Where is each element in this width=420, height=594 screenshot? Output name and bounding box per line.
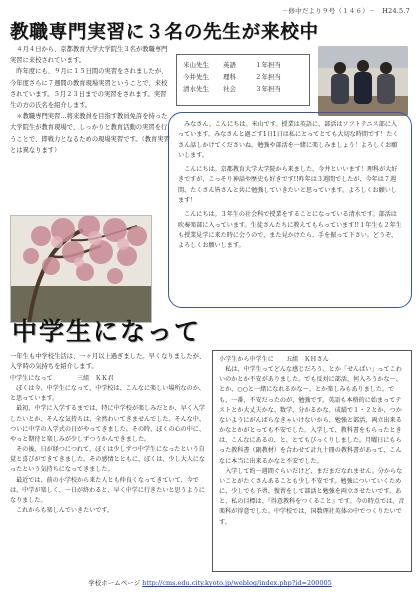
trainee-message: こんにちは。京都教育大学大学院から来ました、今井といいます！理科が大好きですが、こっそり神話や歴史も好きです!!昨年は３週間でしたが、今年は７週間、たくさん皆さんと共に勉強していきたいと思っています。よろしくお願いします！ bbox=[178, 166, 398, 205]
cherry-blossom-photo bbox=[10, 215, 152, 323]
article2-title: 中学生になって bbox=[12, 317, 202, 346]
footer bbox=[0, 578, 420, 587]
trainee-name: 清水先生 bbox=[183, 85, 209, 93]
essay-paragraph: 入学して約一週間ぐらいだけど、まだまだなれません。分からないことがたくさんあることも少し不安です。勉強についていくために、少しでも予習、復習をして部活と勉強を両立させたいです。あと、私の目標は、『得意教科をつくること』です。今の時点では、音楽科が得意でした。中学校では、国数理社英体の中でつくりたいです。 bbox=[219, 467, 405, 526]
essay-paragraph: 私は、中学生ってどんな感じだろう、とか「せんぱい」ってこわいのかとか不安がありました。でも反対に部活、何入ろうかな～、とか、○○と一緒になれるかな～、とか楽しみもありました。でも、一番、不安だったのが、勉強です。英語も本格的に始まってテストとか大丈夫かな、数学、分かるかな、成績で１・２とか、つかないようにがんばらなきゃいけないから、勉強と部活、両立出来るかなとかがとっても不安でした。入学して、教科書をもらったときは、こんなにあるの、と、とてもびっくりしました。月曜日にもらった教科書（副教材）を合わせて計九十冊の教科書があって、こんなに本当に出来るかなと不安でした。 bbox=[219, 366, 402, 465]
essay-paragraph: ぼくは今、中学生になって、中学校は、こんなに楽しい場所なのか、と思っています。 bbox=[10, 385, 205, 403]
newsletter-header: －修中だより９号（１４６）－ H24.5.7 bbox=[281, 7, 410, 15]
cherry-blossom-image bbox=[11, 216, 152, 323]
trainee-message: みなさん、こんにちは。米山です。授業は英語に、部活はソフトテニス部に入っています。みなさんと過ごす1日1日は私にとってとても大切な時間です！たくさん話しかけてくださいね。勉強や部活を一緒に楽しみましょう！よろしくお願いします。 bbox=[178, 121, 399, 159]
trainee-message-box bbox=[168, 112, 412, 308]
schedule-row bbox=[183, 59, 303, 71]
trainee-name: 米山先生 bbox=[183, 61, 209, 69]
article2-lead: 一年生も中学校生活は、一ヶ月以上過ぎました。早くなりましたが、入学時の気持ちを紹介します。 bbox=[10, 353, 206, 370]
trainee-subject: 社会 bbox=[223, 85, 236, 93]
article1-title: 教職専門実習に３名の先生が来校中 bbox=[10, 22, 319, 43]
trainee-schedule-box bbox=[176, 54, 310, 106]
essay-right-box bbox=[212, 350, 412, 572]
essay-paragraph: これからも楽しんでいきたいです。 bbox=[16, 507, 114, 515]
schedule-row bbox=[183, 83, 303, 95]
schedule-row bbox=[183, 71, 303, 83]
intro-paragraph: 昨年度にも、９月に１５日間の実習をされましたが、今年度さらに７週間の教育現場実習ということで、来校されています。５月２３日までの実習をされます。実習生の方の氏名を紹介します。 bbox=[10, 68, 168, 110]
essay-paragraph: 最初、中学に入学するまでは、特に中学校が楽しみだとか、早く入学したいとか、そんな気持ちは、全然わいてきませんでした。そんな中、ついに中学の入学式の日がやってきました。その時、ぼくの心の中に、やっと期待と楽しみが少しずつうかんできました。 bbox=[10, 405, 205, 443]
trainee-subject: 理科 bbox=[223, 73, 236, 81]
trainee-subject: 英語 bbox=[223, 61, 236, 69]
article1-intro bbox=[10, 44, 170, 156]
essay-left-column bbox=[10, 374, 208, 516]
intro-paragraph: ＊教職専門実習…将来教員を目指す教員免許を持った大学院生が教育現場で、しっかりと教育活動の実習を行うことで、即戦力となるための現場実習です。（教育実習とは異なります） bbox=[10, 113, 170, 154]
trainee-class: ３年担当 bbox=[255, 85, 281, 93]
essay-byline: 中学生になって 三組 ＫＫ君 bbox=[10, 375, 114, 382]
essay-byline: 小学生から中学生に 五組 ＫＨさん bbox=[219, 356, 329, 363]
essay-paragraph: その後、日が経つにつれて、ぼくは少しずつ中学生になったという自覚と喜びができてきました。その感情とともに、ぼくは、少し大人になったという気持ちになってきました。 bbox=[10, 446, 205, 474]
trainee-group-photo bbox=[318, 46, 408, 116]
homepage-link[interactable]: http://cms.edu.city.kyoto.jp/weblog/index.php?id=200005 bbox=[142, 579, 332, 587]
trainee-message: こんにちは。３年生の社会科で授業をすることになっている清水です。部活は吹奏楽部に入っています。生徒さんたちに教えてもらっています!!１年生も２年生も授業見学に来た時に会うので、また見かけたら、手を振って下さい。どうぞ、よろしくお願いします。 bbox=[178, 211, 402, 250]
trainee-name: 今井先生 bbox=[183, 73, 209, 81]
footer-label: 学校ホームページ bbox=[88, 579, 141, 587]
trainee-class: １年担当 bbox=[255, 61, 281, 69]
trainee-class: ２年担当 bbox=[255, 73, 281, 81]
intro-paragraph: ４月４日から、京都教育大学大学院生３名が教職専門実習に来校されています。 bbox=[10, 46, 168, 65]
essay-paragraph: 最近では、前の小学校から来た人とも仲良くなってきていて、今では、中学が楽しく、一日が終わると、早く中学に行きたいと思うようになりました。 bbox=[10, 476, 205, 504]
group-photo-image bbox=[318, 46, 408, 116]
